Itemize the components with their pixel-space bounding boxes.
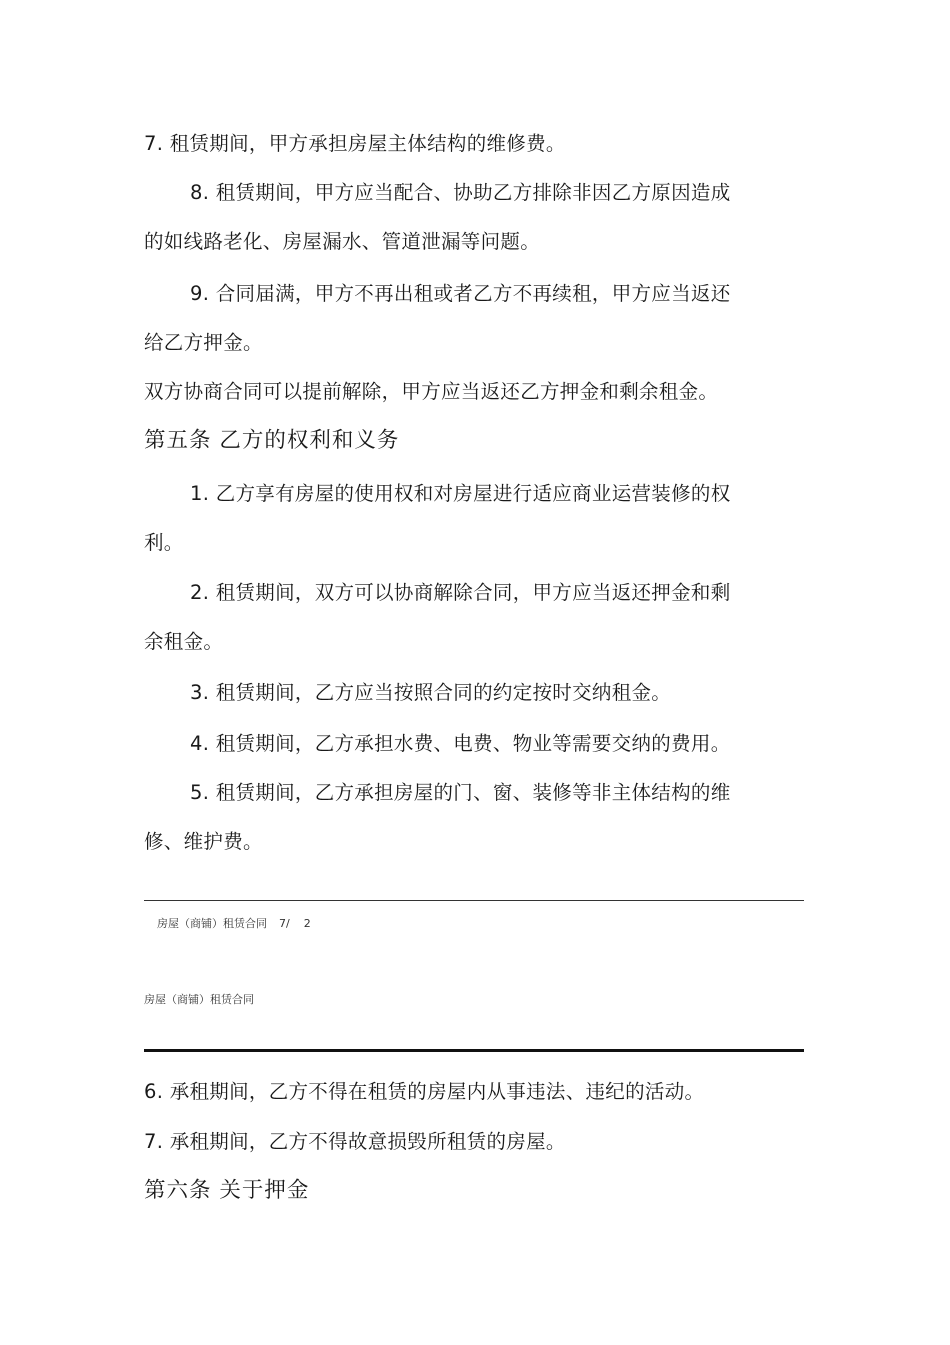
header-divider bbox=[144, 1049, 804, 1052]
item-4-text: 4. 租赁期间，乙方承担水费、电费、物业等需要交纳的费用。 bbox=[190, 732, 731, 755]
item-5-continuation: 修、维护费。 bbox=[144, 830, 263, 853]
footer-divider bbox=[144, 900, 804, 901]
early-termination-text: 双方协商合同可以提前解除，甲方应当返还乙方押金和剩余租金。 bbox=[144, 380, 719, 403]
footer-page-total: 2 bbox=[303, 917, 311, 930]
footer-title: 房屋（商铺）租赁合同 bbox=[157, 917, 267, 930]
section-5-heading: 第五条 乙方的权利和义务 bbox=[144, 428, 400, 453]
clause-9-continuation: 给乙方押金。 bbox=[144, 331, 263, 354]
item-1-continuation: 利。 bbox=[144, 531, 184, 554]
item-1-text: 1. 乙方享有房屋的使用权和对房屋进行适应商业运营装修的权 bbox=[190, 482, 731, 505]
clause-8-text: 8. 租赁期间，甲方应当配合、协助乙方排除非因乙方原因造成 bbox=[190, 181, 731, 204]
footer-page-number: 7/ bbox=[279, 917, 290, 930]
section-6-heading: 第六条 关于押金 bbox=[144, 1178, 310, 1203]
clause-9-text: 9. 合同届满，甲方不再出租或者乙方不再续租，甲方应当返还 bbox=[190, 282, 731, 305]
clause-7-text: 7. 租赁期间，甲方承担房屋主体结构的维修费。 bbox=[144, 132, 566, 155]
clause-6-text: 6. 承租期间，乙方不得在租赁的房屋内从事违法、违纪的活动。 bbox=[144, 1080, 705, 1103]
clause-8-continuation: 的如线路老化、房屋漏水、管道泄漏等问题。 bbox=[144, 230, 541, 253]
item-2-continuation: 余租金。 bbox=[144, 630, 224, 653]
item-2-text: 2. 租赁期间，双方可以协商解除合同，甲方应当返还押金和剩 bbox=[190, 581, 731, 604]
item-3-text: 3. 租赁期间，乙方应当按照合同的约定按时交纳租金。 bbox=[190, 681, 672, 704]
item-5-text: 5. 租赁期间，乙方承担房屋的门、窗、装修等非主体结构的维 bbox=[190, 781, 731, 804]
page-header: 房屋（商铺）租赁合同 bbox=[144, 993, 254, 1006]
page-footer bbox=[157, 917, 311, 931]
clause-7b-text: 7. 承租期间，乙方不得故意损毁所租赁的房屋。 bbox=[144, 1130, 566, 1153]
